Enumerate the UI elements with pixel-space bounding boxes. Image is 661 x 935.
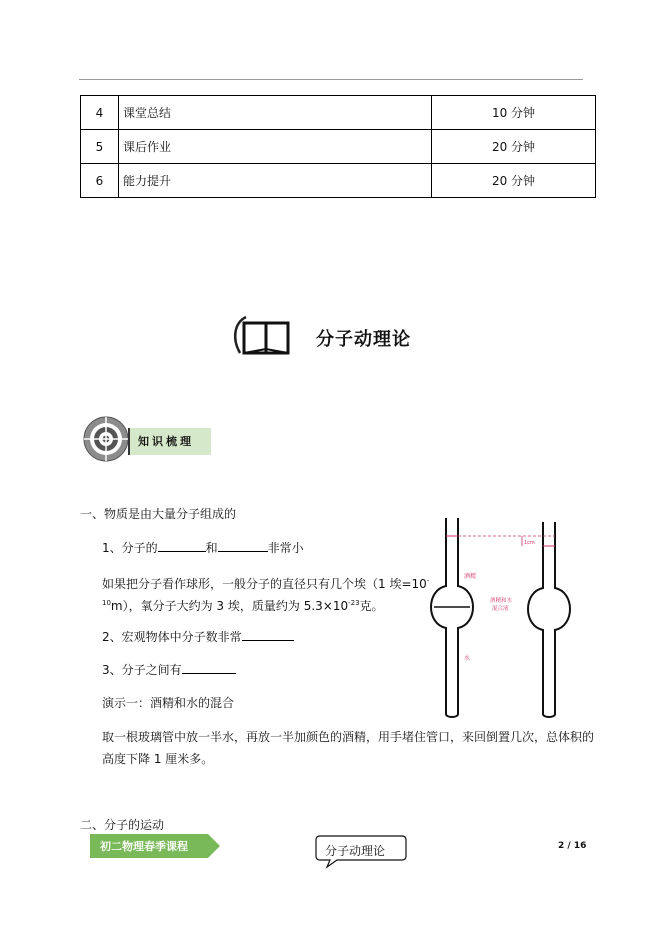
label-mixture-2: 混合液 (492, 606, 509, 612)
row-number: 5 (81, 130, 119, 164)
header-rule (79, 79, 583, 80)
course-name: 初二物理春季课程 (100, 840, 188, 853)
paragraph-2-line-1: 取一根玻璃管中放一半水，再放一半加颜色的酒精，用手堵住管口，来回倒置几次，总体积的 (102, 730, 595, 744)
knowledge-banner: 知识梳理 (128, 428, 211, 455)
fill-blank (242, 628, 294, 641)
label-mixture-1: 酒精和水 (490, 598, 513, 604)
row-duration: 20 分钟 (432, 164, 596, 198)
table-row (81, 96, 596, 130)
fill-blank (218, 539, 268, 552)
page-number: 2 / 16 (558, 841, 587, 851)
item-1 (102, 539, 304, 557)
topic-name: 分子动理论 (325, 844, 386, 858)
row-activity: 能力提升 (119, 164, 432, 198)
row-number: 6 (81, 164, 119, 198)
item-1-text-b: 和 (205, 541, 218, 555)
item-1-text-c: 非常小 (267, 541, 304, 555)
target-icon (82, 415, 130, 463)
tube-diagram (412, 512, 587, 720)
row-activity: 课后作业 (119, 130, 432, 164)
right-tube (528, 522, 570, 717)
paragraph-1-line-1 (102, 572, 429, 593)
open-book-icon (230, 313, 296, 357)
part1-heading: 一、物质是由大量分子组成的 (80, 507, 237, 521)
item-3 (102, 661, 236, 679)
item-1-text-a: 1、分子的 (102, 541, 158, 555)
label-water: 水 (464, 655, 471, 662)
left-tube (431, 518, 473, 717)
fill-blank (158, 539, 206, 552)
course-tag (90, 834, 220, 858)
fill-blank (182, 661, 236, 674)
schedule-table (80, 95, 596, 198)
row-duration: 20 分钟 (432, 130, 596, 164)
paragraph-1-line-2 (102, 594, 384, 615)
row-number: 4 (81, 96, 119, 130)
item-2 (102, 628, 294, 646)
paragraph-text: 克。 (359, 599, 384, 613)
paragraph-text: 如果把分子看作球形，一般分子的直径只有几个埃（1 埃=10 (102, 577, 427, 591)
section-title: 分子动理论 (316, 329, 411, 350)
topic-callout (315, 835, 410, 869)
demo-title: 演示一：酒精和水的混合 (102, 696, 235, 710)
part2-heading: 二、分子的运动 (80, 818, 165, 832)
superscript: 10 (102, 599, 111, 607)
item-3-text: 3、分子之间有 (102, 663, 182, 677)
superscript: -23 (348, 599, 360, 607)
paragraph-text: m），氧分子大约为 3 埃，质量约为 5.3×10 (110, 599, 349, 613)
item-2-text: 2、宏观物体中分子数非常 (102, 630, 242, 644)
paragraph-2-line-2: 高度下降 1 厘米多。 (102, 752, 214, 766)
table-row (81, 164, 596, 198)
superscript: - (426, 577, 430, 585)
row-duration: 10 分钟 (432, 96, 596, 130)
table-row (81, 130, 596, 164)
label-alcohol: 酒精 (464, 573, 477, 580)
row-activity: 课堂总结 (119, 96, 432, 130)
label-1cm: 1cm (524, 540, 535, 546)
